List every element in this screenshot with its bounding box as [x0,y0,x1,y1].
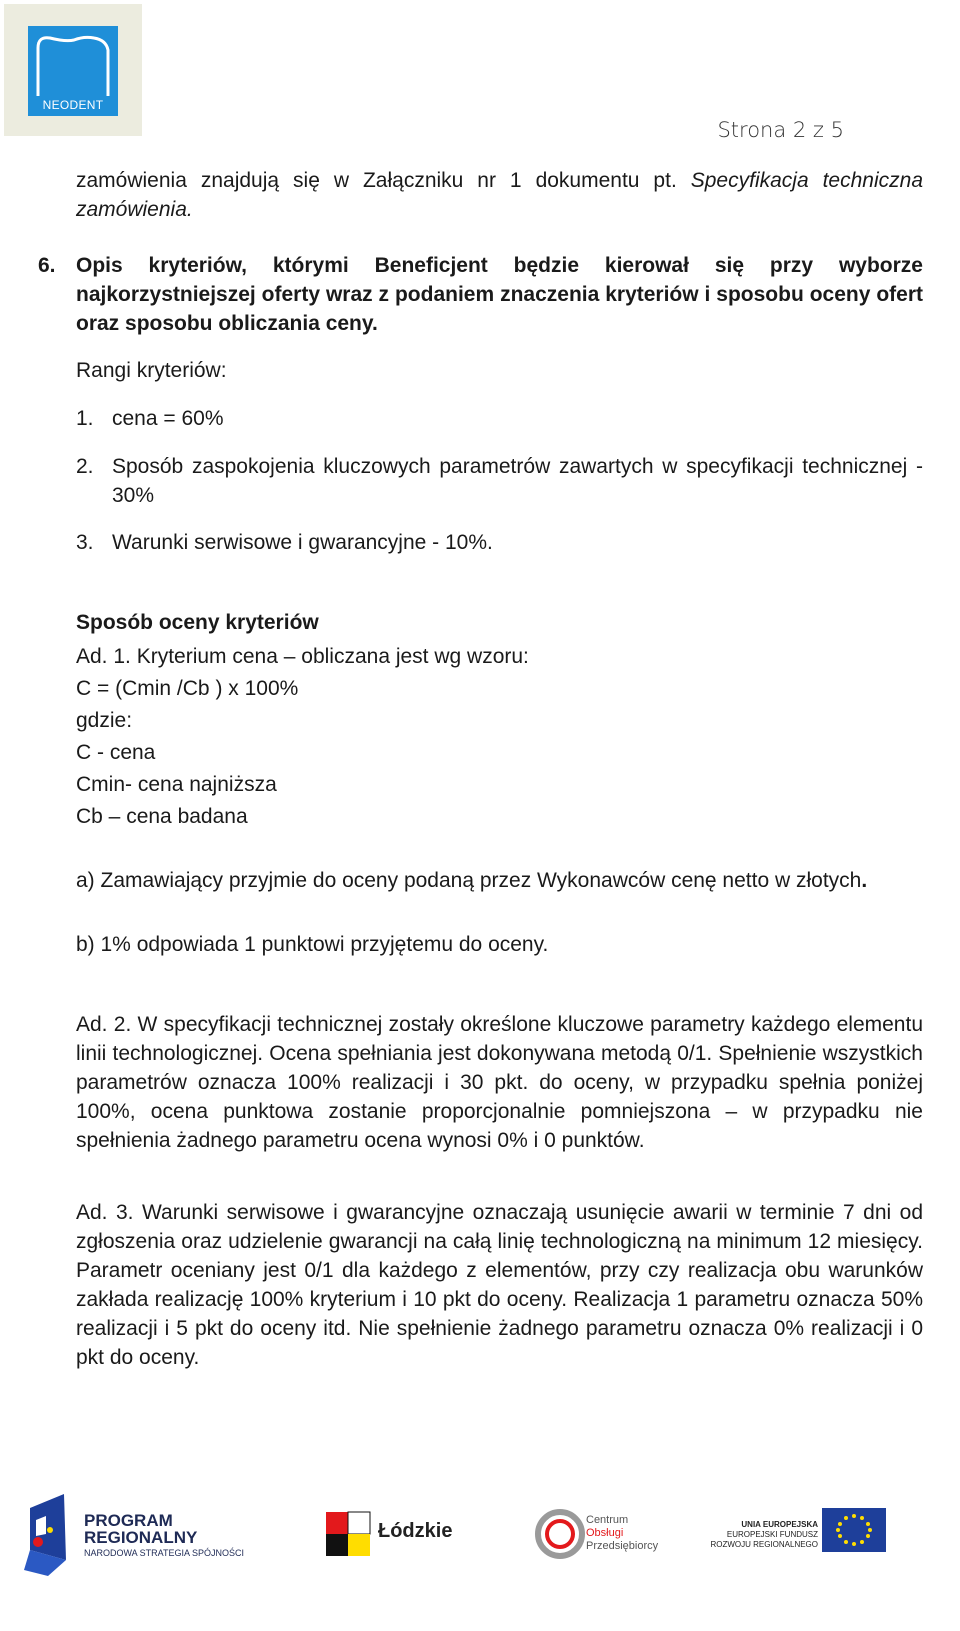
intro-italic: Specyfikacja techniczna zamówienia. [76,169,923,221]
centrum-line-1: Centrum [586,1514,629,1526]
program-line-1: PROGRAM [84,1511,173,1530]
formula-line: Ad. 1. Kryterium cena – obliczana jest wg wzoru: [76,645,529,668]
eu-line-2: EUROPEJSKI FUNDUSZ [726,1530,818,1539]
centrum-text [586,1514,658,1553]
logo-text: NEODENT [42,98,104,112]
formula-line: C - cena [76,741,156,764]
point-a-end: . [861,869,868,892]
program-line-3: NARODOWA STRATEGIA SPÓJNOŚCI [84,1548,245,1558]
eu-line-3: ROZWOJU REGIONALNEGO [710,1540,818,1549]
page-indicator: Strona 2 z 5 [717,118,844,142]
criterion-item [76,452,923,512]
ranks-label: Rangi kryteriów: [76,359,227,382]
section-number: 6. [38,254,56,277]
criterion-text: Warunki serwisowe i gwarancyjne - 10%. [112,531,493,554]
evaluation-heading: Sposób oceny kryteriów [76,611,319,634]
point-a-text: a) Zamawiający przyjmie do oceny podaną przez Wykonawców cenę netto w złotych [76,869,862,892]
intro-text: zamówienia znajdują się w Załączniku nr 1 dokumentu pt. [76,169,677,192]
program-regionalny-text [84,1512,244,1560]
eu-flag-icon [822,1508,886,1552]
centrum-line-3: Przedsiębiorcy [586,1540,659,1552]
criterion-text: Sposób zaspokojenia kluczowych parametrów zawartych w specyfikacji technicznej - 30% [112,455,923,507]
lodzkie-logo-icon [326,1512,370,1556]
criterion-item [76,404,923,434]
formula-line: C = (Cmin /Cb ) x 100% [76,677,299,700]
formula-block [76,641,529,833]
formula-line: Cmin- cena najniższa [76,773,277,796]
section-heading-text: Opis kryteriów, którymi Beneficjent będzie kierował się przy wyborze najkorzystniejszej oferty wraz z podaniem znaczenia kryteriów i sposobu oceny ofert oraz sposobu obliczania ceny. [76,254,923,335]
program-line-2: REGIONALNY [84,1528,198,1547]
section-6-heading [38,251,923,338]
criterion-item [76,528,923,558]
formula-line: Cb – cena badana [76,805,248,828]
point-a [76,866,923,895]
criterion-text: cena = 60% [112,407,224,430]
criterion-number: 2. [76,455,94,478]
eu-line-1: UNIA EUROPEJSKA [741,1520,818,1529]
program-regionalny-icon [24,1494,66,1576]
criterion-number: 1. [76,407,94,430]
centrum-line-2: Obsługi [586,1527,624,1539]
lodzkie-text: Łódzkie [378,1520,453,1542]
eu-text [700,1520,818,1550]
centrum-obslugi-icon [538,1512,582,1556]
formula-line: gdzie: [76,709,133,732]
intro-paragraph [76,166,923,224]
ad2-paragraph: Ad. 2. W specyfikacji technicznej zostały określone kluczowe parametry każdego elementu linii technologicznej. Ocena spełniania jest dokonywana metodą 0/1. Spełnienie wszystkich parametrów oznacza 100% realizacji i 30 pkt. do oceny, w przypadku spełnia poniżej 100%, ocena punktowa zostanie proporcjonalnie pomniejszona – w przypadku nie spełnienia żadnego parametru ocena wynosi 0% i 0 punktów. [76,1013,923,1152]
point-b: b) 1% odpowiada 1 punktowi przyjętemu do oceny. [76,933,549,956]
criterion-number: 3. [76,531,94,554]
footer-logos [0,1490,960,1626]
ad3-paragraph: Ad. 3. Warunki serwisowe i gwarancyjne oznaczają usunięcie awarii w terminie 7 dni od zgłoszenia oraz udzielenie gwarancji na całą linię technologiczną na minimum 12 miesięcy. Parametr oceniany jest 0/1 dla każdego z elementów, przy czy realizacja obu warunków zakłada realizację 100% kryterium i 10 pkt do oceny. Realizacja 1 parametru oznacza 50% realizacji i 5 pkt do oceny itd. Nie spełnienie żadnego parametru oznacza 0% realizacji i 0 pkt do oceny. [76,1201,923,1369]
neodent-logo [4,4,142,136]
